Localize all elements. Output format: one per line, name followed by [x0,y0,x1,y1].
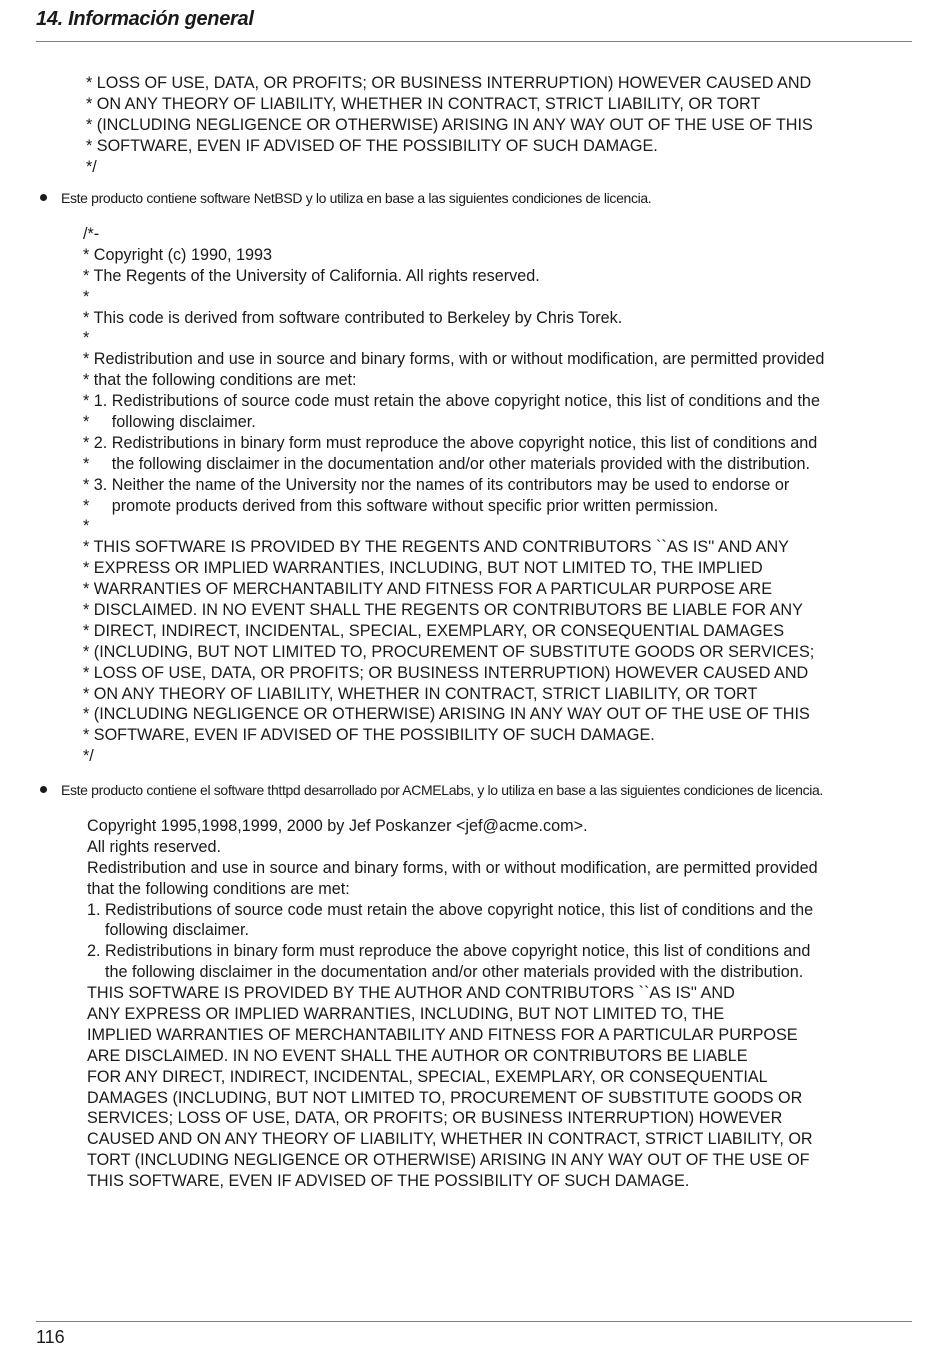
text-line: * [83,287,90,306]
bullet-item-thttpd [40,781,823,799]
bullet-dot-icon [40,194,47,201]
text-line: * that the following conditions are met: [83,371,357,390]
text-line: * LOSS OF USE, DATA, OR PROFITS; OR BUSINESS INTERRUPTION) HOWEVER CAUSED AND [83,663,809,682]
text-line: * [83,517,90,536]
text-line: SERVICES; LOSS OF USE, DATA, OR PROFITS; OR BUSINESS INTERRUPTION) HOWEVER [87,1109,783,1128]
text-line: /*- [83,225,100,243]
text-line: * Copyright (c) 1990, 1993 [83,245,272,264]
text-line: CAUSED AND ON ANY THEORY OF LIABILITY, WHETHER IN CONTRACT, STRICT LIABILITY, OR [87,1130,813,1149]
text-line: Copyright 1995,1998,1999, 2000 by Jef Poskanzer <jef@acme.com>. [87,817,588,835]
text-line: DAMAGES (INCLUDING, BUT NOT LIMITED TO, PROCUREMENT OF SUBSTITUTE GOODS OR [87,1088,803,1107]
text-line: * THIS SOFTWARE IS PROVIDED BY THE REGENTS AND CONTRIBUTORS ``AS IS'' AND ANY [83,538,789,557]
text-line: * Redistribution and use in source and binary forms, with or without modification, are permitted provided [83,350,825,369]
text-line: * DISCLAIMED. IN NO EVENT SHALL THE REGENTS OR CONTRIBUTORS BE LIABLE FOR ANY [83,601,803,620]
text-line: * ON ANY THEORY OF LIABILITY, WHETHER IN CONTRACT, STRICT LIABILITY, OR TORT [86,94,761,113]
text-line: * This code is derived from software contributed to Berkeley by Chris Torek. [83,308,623,327]
bullet-item-netbsd [40,189,651,207]
text-line: IMPLIED WARRANTIES OF MERCHANTABILITY AND FITNESS FOR A PARTICULAR PURPOSE [87,1025,798,1044]
text-line: * [83,329,90,348]
page-header-title: 14. Información general [36,8,254,30]
text-line: * SOFTWARE, EVEN IF ADVISED OF THE POSSIBILITY OF SUCH DAMAGE. [83,726,655,745]
text-line: * EXPRESS OR IMPLIED WARRANTIES, INCLUDING, BUT NOT LIMITED TO, THE IMPLIED [83,559,763,578]
text-line: * promote products derived from this software without specific prior written permission. [83,496,719,515]
text-line: Redistribution and use in source and binary forms, with or without modification, are permitted provided [87,858,818,877]
text-line: * The Regents of the University of California. All rights reserved. [83,266,540,285]
header-divider [36,41,912,42]
text-line: * 2. Redistributions in binary form must reproduce the above copyright notice, this list of conditions and [83,433,818,452]
text-line: THIS SOFTWARE, EVEN IF ADVISED OF THE POSSIBILITY OF SUCH DAMAGE. [87,1172,690,1191]
text-line: * (INCLUDING NEGLIGENCE OR OTHERWISE) ARISING IN ANY WAY OUT OF THE USE OF THIS [86,115,813,134]
license-text-block-thttpd [87,816,818,1192]
text-line: * DIRECT, INDIRECT, INCIDENTAL, SPECIAL, EXEMPLARY, OR CONSEQUENTIAL DAMAGES [83,621,785,640]
text-line: */ [83,747,94,766]
text-line: * LOSS OF USE, DATA, OR PROFITS; OR BUSINESS INTERRUPTION) HOWEVER CAUSED AND [86,74,812,92]
text-line: * following disclaimer. [83,413,256,432]
bullet-dot-icon [40,786,47,793]
page-number: 116 [36,1327,65,1347]
text-line: * the following disclaimer in the documentation and/or other materials provided with the distribution. [83,454,811,473]
license-text-block-continued [86,73,813,177]
text-line: 2. Redistributions in binary form must reproduce the above copyright notice, this list of conditions and [87,942,811,961]
text-line: * ON ANY THEORY OF LIABILITY, WHETHER IN CONTRACT, STRICT LIABILITY, OR TORT [83,684,758,703]
license-text-block-netbsd [83,224,824,767]
text-line: that the following conditions are met: [87,879,350,898]
text-line: the following disclaimer in the documentation and/or other materials provided with the distribution. [87,963,804,982]
text-line: ARE DISCLAIMED. IN NO EVENT SHALL THE AUTHOR OR CONTRIBUTORS BE LIABLE [87,1046,748,1065]
text-line: * (INCLUDING, BUT NOT LIMITED TO, PROCUREMENT OF SUBSTITUTE GOODS OR SERVICES; [83,642,815,661]
text-line: * 1. Redistributions of source code must retain the above copyright notice, this list of conditions and the [83,392,820,411]
text-line: All rights reserved. [87,837,222,856]
text-line: * SOFTWARE, EVEN IF ADVISED OF THE POSSIBILITY OF SUCH DAMAGE. [86,136,658,155]
text-line: 1. Redistributions of source code must retain the above copyright notice, this list of conditions and the [87,900,814,919]
bullet-text-netbsd: Este producto contiene software NetBSD y lo utiliza en base a las siguientes condiciones de licencia. [61,190,652,206]
text-line: * 3. Neither the name of the University nor the names of its contributors may be used to endorse or [83,475,790,494]
text-line: */ [86,157,97,176]
text-line: THIS SOFTWARE IS PROVIDED BY THE AUTHOR AND CONTRIBUTORS ``AS IS'' AND [87,984,735,1003]
text-line: * WARRANTIES OF MERCHANTABILITY AND FITNESS FOR A PARTICULAR PURPOSE ARE [83,580,772,599]
text-line: ANY EXPRESS OR IMPLIED WARRANTIES, INCLUDING, BUT NOT LIMITED TO, THE [87,1005,725,1024]
text-line: following disclaimer. [87,921,249,940]
footer-divider [36,1321,912,1322]
bullet-text-thttpd: Este producto contiene el software thttpd desarrollado por ACMELabs, y lo utiliza en base a las siguientes condiciones de licencia. [61,782,823,798]
text-line: FOR ANY DIRECT, INDIRECT, INCIDENTAL, SPECIAL, EXEMPLARY, OR CONSEQUENTIAL [87,1067,768,1086]
text-line: TORT (INCLUDING NEGLIGENCE OR OTHERWISE) ARISING IN ANY WAY OUT OF THE USE OF [87,1151,810,1170]
text-line: * (INCLUDING NEGLIGENCE OR OTHERWISE) ARISING IN ANY WAY OUT OF THE USE OF THIS [83,705,810,724]
